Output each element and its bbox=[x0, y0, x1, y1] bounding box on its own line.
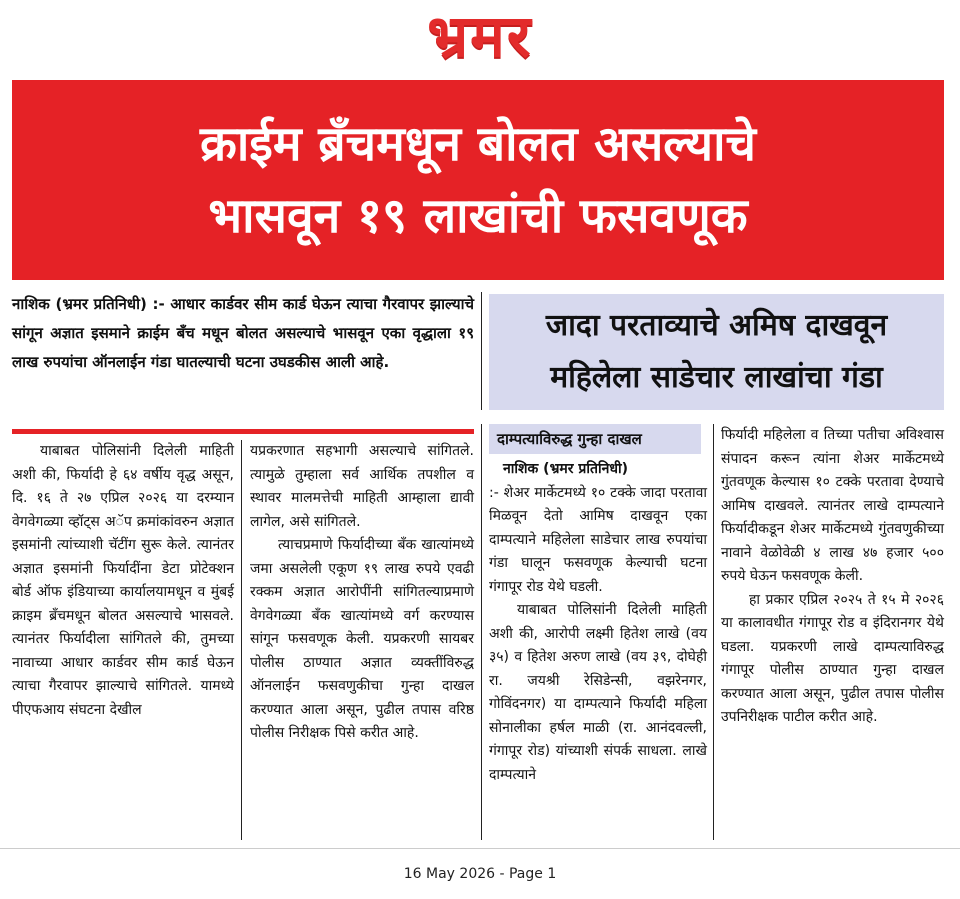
second-headline-line-2: महिलेला साडेचार लाखांचा गंडा bbox=[550, 360, 883, 395]
second-headline-banner bbox=[489, 294, 944, 410]
second-story-col2-para-2: हा प्रकार एप्रिल २०२५ ते १५ मे २०२६ या कालावधीत गंगापूर रोड व इंदिरानगर येथे घडला. यप्रकरणी लाखे दाम्पत्याविरुद्ध गंगापूर पोलीस ठाण्यात गुन्हा दाखल करण्यात आला असून, पुढील तपास पोलीस उपनिरीक्षक पाटील करीत आहे. bbox=[721, 591, 944, 725]
masthead bbox=[0, 0, 960, 72]
lead-story-col2-para-1: यप्रकरणात सहभागी असल्याचे सांगितले. त्यामुळे तुम्हाला सर्व आर्थिक तपशील व स्थावर मालमत्तेची माहिती आम्हाला द्यावी लागेल, असे सांगितले. bbox=[250, 443, 474, 530]
page-footer: 16 May 2026 - Page 1 bbox=[403, 866, 557, 882]
second-story-col1-para-1: :- शेअर मार्केटमध्ये १० टक्के जादा परतावा मिळवून देतो आमिष दाखवून एका दाम्पत्याने महिलेला साडेचार लाख रुपयांचा गंडा घालून फसवणूक केल्याची घटना गंगापूर रोड येथे घडली. bbox=[489, 484, 707, 595]
lead-story-column-1 bbox=[12, 440, 234, 722]
lead-story-col1-text: याबाबत पोलिसांनी दिलेली माहिती अशी की, फिर्यादी हे ६४ वर्षीय वृद्ध असून, दि. १६ ते २७ एप्रिल २०२६ या दरम्यान वेगवेगळ्या व्हॉट्स अॅप क्रमांकांवरुन अज्ञात इसमांनी त्यांच्याशी चॅटींग सुरू केले. त्यानंतर अज्ञात इसमांनी फिर्यादींना डेटा प्रोटेक्शन बोर्ड ऑफ इंडियाच्या कार्यालयामधून व मुंबई क्राइम ब्रँचमधून बोलत असल्याचे भासवले. त्यानंतर फिर्यादीला सांगितले की, तुमच्या नावाच्या आधार कार्डवर सीम कार्ड घेऊन त्याचा गैरवापर झाल्याचे सांगितले. यामध्ये पीएफआय संघटना देखील bbox=[12, 443, 234, 718]
column-divider bbox=[241, 440, 242, 840]
second-story-column-1 bbox=[489, 458, 707, 787]
red-divider bbox=[12, 429, 474, 434]
lead-intro-text: आधार कार्डवर सीम कार्ड घेऊन त्याचा गैरवापर झाल्याचे सांगून अज्ञात इसमाने क्राईम बँच मधून बोलत असल्याचे भासवून एका वृद्धाला १९ लाख रुपयांचा ऑनलाईन गंडा घातल्याची घटना उघडकीस आली आहे. bbox=[12, 295, 474, 371]
second-story-dateline: नाशिक (भ्रमर प्रतिनिधी) bbox=[503, 461, 628, 477]
second-story-col2-para-1: फिर्यादी महिलेला व तिच्या पतीचा अविश्वास संपादन करून त्यांना शेअर मार्केटमध्ये गुंतवणूक केल्यास १० टक्के परतावा देण्याचे आमिष दाखवले. त्यानंतर लाखे दाम्पत्याने फिर्यादीकडून शेअर मार्केटमध्ये गुंतवणुकीच्या नावाने वेळोवेळी ४ लाख ४७ हजार ५०० रुपये घेऊन फसवणूक केली. bbox=[721, 427, 944, 584]
main-headline-line-2: भासवून १९ लाखांची फसवणूक bbox=[208, 188, 748, 244]
lead-story-col2-para-2: त्याचप्रमाणे फिर्यादीच्या बँक खात्यांमध्ये जमा असलेली एकूण १९ लाख रुपये एवढी रक्कम अज्ञात आरोपींनी सांगितल्याप्रमाणे वेगवेगळ्या बँक खात्यांमध्ये वर्ग करण्यास सांगून फसवणूक केली. यप्रकरणी सायबर पोलीस ठाण्यात अज्ञात व्यक्तींविरुद्ध ऑनलाईन फसवणुकीचा गुन्हा दाखल करण्यात आला असून, पुढील तपास वरिष्ठ पोलीस निरीक्षक पिसे करीत आहे. bbox=[250, 537, 474, 741]
second-story-column-2 bbox=[721, 424, 944, 730]
column-divider bbox=[481, 292, 482, 410]
second-story-subhead: दाम्पत्याविरुद्ध गुन्हा दाखल bbox=[489, 424, 701, 454]
column-divider bbox=[713, 424, 714, 840]
lead-story-column-2 bbox=[250, 440, 474, 746]
main-headline-line-1: क्राईम ब्रँचमधून बोलत असल्याचे bbox=[199, 116, 756, 172]
lead-dateline: नाशिक (भ्रमर प्रतिनिधी) :- bbox=[12, 295, 165, 313]
column-divider bbox=[481, 424, 482, 840]
second-story-col1-para-2: याबाबत पोलिसांनी दिलेली माहिती अशी की, आरोपी लक्ष्मी हितेश लाखे (वय ३५) व हितेश अरुण लाखे (वय ३९, दोघेही रा. जयश्री रेसिडेन्सी, वझरेनगर, गोविंदनगर) या दाम्पत्याने फिर्यादी महिला सोनालीका हर्षल माळी (रा. आनंदवल्ली, गंगापूर रोड) यांच्याशी संपर्क साधला. लाखे दाम्पत्याने bbox=[489, 602, 707, 783]
lead-paragraph bbox=[12, 290, 474, 377]
footer-divider bbox=[0, 848, 960, 849]
newspaper-logo: भ्रमर bbox=[427, 2, 533, 70]
main-headline-banner bbox=[12, 80, 944, 280]
second-headline-line-1: जादा परताव्याचे अमिष दाखवून bbox=[545, 308, 888, 343]
